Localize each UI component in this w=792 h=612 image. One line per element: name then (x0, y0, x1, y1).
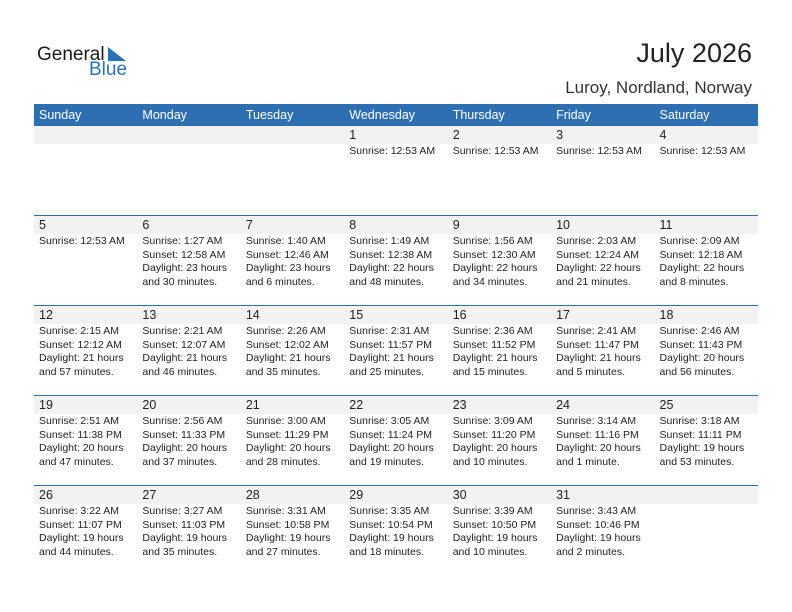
day-cell (137, 306, 240, 396)
day-number: 7 (241, 216, 344, 234)
day-number: 19 (34, 396, 137, 414)
day-details (344, 234, 447, 289)
day-detail-line: Daylight: 23 hours (142, 262, 228, 274)
day-details (137, 414, 240, 469)
day-detail-line: Sunset: 12:18 AM (659, 248, 743, 261)
day-cell (34, 126, 137, 216)
day-cell (551, 216, 654, 306)
weekday-friday: Friday (556, 108, 591, 122)
day-detail-line: and 19 minutes. (349, 455, 424, 468)
day-detail-line: and 10 minutes. (452, 455, 528, 468)
day-detail-line: Sunset: 11:43 PM (659, 338, 743, 351)
day-detail-line: and 1 minute. (556, 455, 620, 468)
day-cell (241, 396, 344, 486)
day-detail-line: Sunrise: 2:15 AM (39, 325, 119, 337)
day-details (34, 414, 137, 469)
day-number: 5 (34, 216, 137, 234)
day-details (137, 504, 240, 559)
day-detail-line: and 5 minutes. (556, 365, 625, 378)
day-detail-line: and 37 minutes. (142, 455, 218, 468)
day-detail-line: Daylight: 23 hours (245, 262, 331, 274)
day-details (655, 144, 758, 159)
day-detail-line: Sunrise: 3:00 AM (245, 415, 326, 427)
day-number: 17 (551, 306, 654, 324)
day-details (241, 414, 344, 469)
logo-text-general: General (37, 44, 105, 65)
day-details (655, 414, 758, 469)
day-detail-line: Sunset: 12:30 AM (452, 248, 536, 261)
day-number: 9 (448, 216, 551, 234)
day-detail-line: Sunset: 11:38 PM (39, 428, 122, 441)
day-detail-line: and 21 minutes. (556, 275, 631, 288)
day-detail-line: and 2 minutes. (556, 545, 625, 558)
weekday-thursday: Thursday (452, 108, 505, 122)
day-cell (241, 126, 344, 216)
day-detail-line: Sunrise: 12:53 AM (452, 145, 539, 157)
day-detail-line: Sunset: 11:03 PM (142, 518, 226, 531)
logo-text-blue: Blue (89, 59, 128, 80)
day-detail-line: Sunrise: 2:26 AM (245, 325, 326, 337)
weekday-header (34, 104, 758, 126)
day-detail-line: Daylight: 21 hours (39, 352, 124, 364)
day-number: 2 (448, 126, 551, 144)
day-cell (448, 396, 551, 486)
day-cell (448, 216, 551, 306)
day-detail-line: Daylight: 21 hours (245, 352, 331, 364)
day-details (34, 324, 137, 379)
day-detail-line: Sunset: 11:20 PM (452, 428, 536, 441)
day-detail-line: Sunset: 10:50 PM (452, 518, 537, 531)
day-details (448, 144, 551, 159)
day-cell (448, 126, 551, 216)
day-number: 30 (448, 486, 551, 504)
day-details (241, 234, 344, 289)
day-number: 8 (344, 216, 447, 234)
day-cell (241, 486, 344, 576)
day-detail-line: Sunrise: 3:27 AM (142, 505, 223, 517)
week-row (34, 215, 758, 306)
day-detail-line: Daylight: 19 hours (452, 532, 538, 544)
day-details (34, 504, 137, 559)
day-detail-line: Daylight: 19 hours (245, 532, 331, 544)
calendar-title: July 2026 (636, 38, 752, 68)
day-cell (344, 486, 447, 576)
week-row (34, 395, 758, 486)
day-details (344, 504, 447, 559)
day-detail-line: Daylight: 19 hours (142, 532, 228, 544)
day-cell (137, 216, 240, 306)
day-detail-line: Sunrise: 3:35 AM (349, 505, 430, 517)
day-number: 16 (448, 306, 551, 324)
day-details (448, 504, 551, 559)
day-detail-line: and 27 minutes. (245, 545, 321, 558)
day-number: 1 (344, 126, 447, 144)
day-number: 18 (655, 306, 758, 324)
day-details (137, 144, 240, 145)
day-detail-line: and 48 minutes. (349, 275, 424, 288)
day-detail-line: Sunrise: 12:53 AM (659, 145, 746, 157)
day-number: 29 (344, 486, 447, 504)
day-cell (137, 486, 240, 576)
week-row (34, 126, 758, 216)
day-cell (344, 126, 447, 216)
day-cell (241, 216, 344, 306)
weekday-monday: Monday (142, 108, 187, 122)
day-cell (344, 396, 447, 486)
day-detail-line: Sunset: 11:16 PM (556, 428, 639, 441)
day-detail-line: Sunrise: 3:18 AM (659, 415, 740, 427)
day-detail-line: Sunset: 12:46 AM (245, 248, 329, 261)
day-cell (551, 126, 654, 216)
day-number: 26 (34, 486, 137, 504)
day-cell (655, 306, 758, 396)
day-detail-line: Sunrise: 2:36 AM (452, 325, 533, 337)
weekday-tuesday: Tuesday (245, 108, 294, 122)
day-detail-line: Sunset: 11:07 PM (39, 518, 122, 531)
day-details (551, 144, 654, 159)
day-number: 28 (241, 486, 344, 504)
day-detail-line: Sunset: 12:24 AM (556, 248, 639, 261)
day-detail-line: and 46 minutes. (142, 365, 218, 378)
day-number: 10 (551, 216, 654, 234)
day-number: 14 (241, 306, 344, 324)
day-detail-line: Daylight: 20 hours (142, 442, 228, 454)
day-detail-line: Daylight: 20 hours (245, 442, 331, 454)
day-details (655, 234, 758, 289)
day-cell (448, 306, 551, 396)
day-detail-line: Daylight: 21 hours (349, 352, 434, 364)
day-details (137, 324, 240, 379)
day-detail-line: Sunset: 12:38 AM (349, 248, 433, 261)
day-detail-line: and 10 minutes. (452, 545, 528, 558)
day-details (448, 234, 551, 289)
day-detail-line: Sunrise: 1:56 AM (452, 235, 533, 247)
day-detail-line: and 15 minutes. (452, 365, 528, 378)
day-detail-line: Daylight: 22 hours (556, 262, 641, 274)
day-detail-line: Daylight: 19 hours (39, 532, 124, 544)
day-cell (34, 396, 137, 486)
day-detail-line: Daylight: 22 hours (659, 262, 745, 274)
day-detail-line: Sunset: 12:02 AM (245, 338, 329, 351)
day-detail-line: Sunrise: 3:39 AM (452, 505, 533, 517)
day-details (241, 144, 344, 145)
day-detail-line: Sunset: 11:29 PM (245, 428, 329, 441)
day-detail-line: and 25 minutes. (349, 365, 424, 378)
day-cell (551, 396, 654, 486)
day-detail-line: Sunrise: 2:03 AM (556, 235, 637, 247)
day-detail-line: Sunrise: 3:09 AM (452, 415, 533, 427)
day-cell (344, 216, 447, 306)
weekday-saturday: Saturday (659, 108, 710, 122)
day-details (241, 324, 344, 379)
day-details (344, 414, 447, 469)
day-cell (655, 216, 758, 306)
day-detail-line: and 47 minutes. (39, 455, 114, 468)
day-detail-line: Sunset: 10:46 PM (556, 518, 640, 531)
day-detail-line: Sunrise: 1:49 AM (349, 235, 430, 247)
day-cell (344, 306, 447, 396)
day-details (551, 234, 654, 289)
day-detail-line: Sunset: 12:12 AM (39, 338, 122, 351)
day-cell (551, 306, 654, 396)
day-detail-line: Sunset: 11:33 PM (142, 428, 226, 441)
day-detail-line: Sunset: 11:57 PM (349, 338, 432, 351)
day-detail-line: Daylight: 20 hours (349, 442, 434, 454)
day-detail-line: and 6 minutes. (245, 275, 315, 288)
day-detail-line: Sunrise: 12:53 AM (39, 235, 125, 247)
day-number (241, 126, 344, 144)
day-detail-line: and 30 minutes. (142, 275, 218, 288)
day-cell (655, 396, 758, 486)
day-detail-line: Sunset: 10:58 PM (245, 518, 330, 531)
day-detail-line: and 18 minutes. (349, 545, 424, 558)
day-detail-line: Daylight: 22 hours (452, 262, 538, 274)
day-details (344, 144, 447, 159)
day-number: 3 (551, 126, 654, 144)
day-detail-line: Sunrise: 1:40 AM (245, 235, 326, 247)
day-detail-line: and 8 minutes. (659, 275, 729, 288)
day-details (34, 234, 137, 249)
day-cell (448, 486, 551, 576)
day-detail-line: and 34 minutes. (452, 275, 528, 288)
day-detail-line: Sunrise: 12:53 AM (556, 145, 642, 157)
day-detail-line: Daylight: 19 hours (349, 532, 434, 544)
calendar-location: Luroy, Nordland, Norway (565, 78, 752, 97)
day-number: 11 (655, 216, 758, 234)
day-cell (551, 486, 654, 576)
day-detail-line: Sunset: 11:24 PM (349, 428, 432, 441)
day-cell (655, 126, 758, 216)
day-details (448, 414, 551, 469)
day-detail-line: Daylight: 19 hours (556, 532, 641, 544)
day-detail-line: and 53 minutes. (659, 455, 735, 468)
day-detail-line: and 35 minutes. (142, 545, 218, 558)
day-number: 27 (137, 486, 240, 504)
day-detail-line: and 56 minutes. (659, 365, 735, 378)
day-number (34, 126, 137, 144)
weekday-wednesday: Wednesday (349, 108, 416, 122)
day-number: 13 (137, 306, 240, 324)
day-number: 20 (137, 396, 240, 414)
day-cell (34, 486, 137, 576)
day-cell (34, 216, 137, 306)
day-detail-line: Sunset: 10:54 PM (349, 518, 433, 531)
generalblue-logo (37, 44, 132, 84)
day-detail-line: Daylight: 20 hours (659, 352, 745, 364)
day-detail-line: Sunrise: 2:56 AM (142, 415, 223, 427)
day-detail-line: Daylight: 21 hours (452, 352, 538, 364)
day-number: 15 (344, 306, 447, 324)
day-number (655, 486, 758, 504)
day-detail-line: Daylight: 20 hours (556, 442, 641, 454)
day-number: 4 (655, 126, 758, 144)
day-detail-line: Sunrise: 2:09 AM (659, 235, 740, 247)
day-detail-line: Sunrise: 12:53 AM (349, 145, 436, 157)
day-detail-line: and 44 minutes. (39, 545, 114, 558)
day-details (655, 504, 758, 505)
day-details (344, 324, 447, 379)
day-detail-line: Daylight: 21 hours (142, 352, 228, 364)
day-details (551, 504, 654, 559)
day-detail-line: Sunrise: 3:05 AM (349, 415, 430, 427)
day-details (551, 414, 654, 469)
day-detail-line: Sunset: 12:07 AM (142, 338, 226, 351)
day-detail-line: Daylight: 19 hours (659, 442, 745, 454)
day-detail-line: and 57 minutes. (39, 365, 114, 378)
day-detail-line: Sunrise: 2:46 AM (659, 325, 740, 337)
day-detail-line: Sunrise: 2:31 AM (349, 325, 430, 337)
day-cell (137, 126, 240, 216)
day-detail-line: Daylight: 20 hours (452, 442, 538, 454)
day-number: 21 (241, 396, 344, 414)
day-detail-line: Sunrise: 3:43 AM (556, 505, 637, 517)
day-detail-line: Sunrise: 2:51 AM (39, 415, 119, 427)
day-details (34, 144, 137, 145)
week-row (34, 485, 758, 576)
day-detail-line: and 28 minutes. (245, 455, 321, 468)
day-detail-line: Sunrise: 3:31 AM (245, 505, 326, 517)
day-cell (655, 486, 758, 576)
day-detail-line: Sunrise: 1:27 AM (142, 235, 223, 247)
day-cell (34, 306, 137, 396)
day-cell (241, 306, 344, 396)
day-details (655, 324, 758, 379)
day-detail-line: and 35 minutes. (245, 365, 321, 378)
day-detail-line: Sunrise: 3:14 AM (556, 415, 637, 427)
day-number: 31 (551, 486, 654, 504)
day-detail-line: Daylight: 20 hours (39, 442, 124, 454)
day-number: 12 (34, 306, 137, 324)
day-detail-line: Sunset: 11:52 PM (452, 338, 536, 351)
day-detail-line: Sunset: 11:47 PM (556, 338, 639, 351)
day-detail-line: Sunrise: 2:41 AM (556, 325, 637, 337)
day-detail-line: Daylight: 21 hours (556, 352, 641, 364)
day-detail-line: Daylight: 22 hours (349, 262, 434, 274)
day-cell (137, 396, 240, 486)
day-detail-line: Sunset: 12:58 AM (142, 248, 226, 261)
day-number (137, 126, 240, 144)
day-detail-line: Sunrise: 2:21 AM (142, 325, 223, 337)
week-row (34, 305, 758, 396)
day-details (551, 324, 654, 379)
day-number: 22 (344, 396, 447, 414)
day-number: 6 (137, 216, 240, 234)
day-number: 24 (551, 396, 654, 414)
day-detail-line: Sunrise: 3:22 AM (39, 505, 119, 517)
day-detail-line: Sunset: 11:11 PM (659, 428, 742, 441)
day-details (137, 234, 240, 289)
day-details (241, 504, 344, 559)
weekday-sunday: Sunday (39, 108, 82, 122)
day-number: 23 (448, 396, 551, 414)
day-details (448, 324, 551, 379)
day-number: 25 (655, 396, 758, 414)
